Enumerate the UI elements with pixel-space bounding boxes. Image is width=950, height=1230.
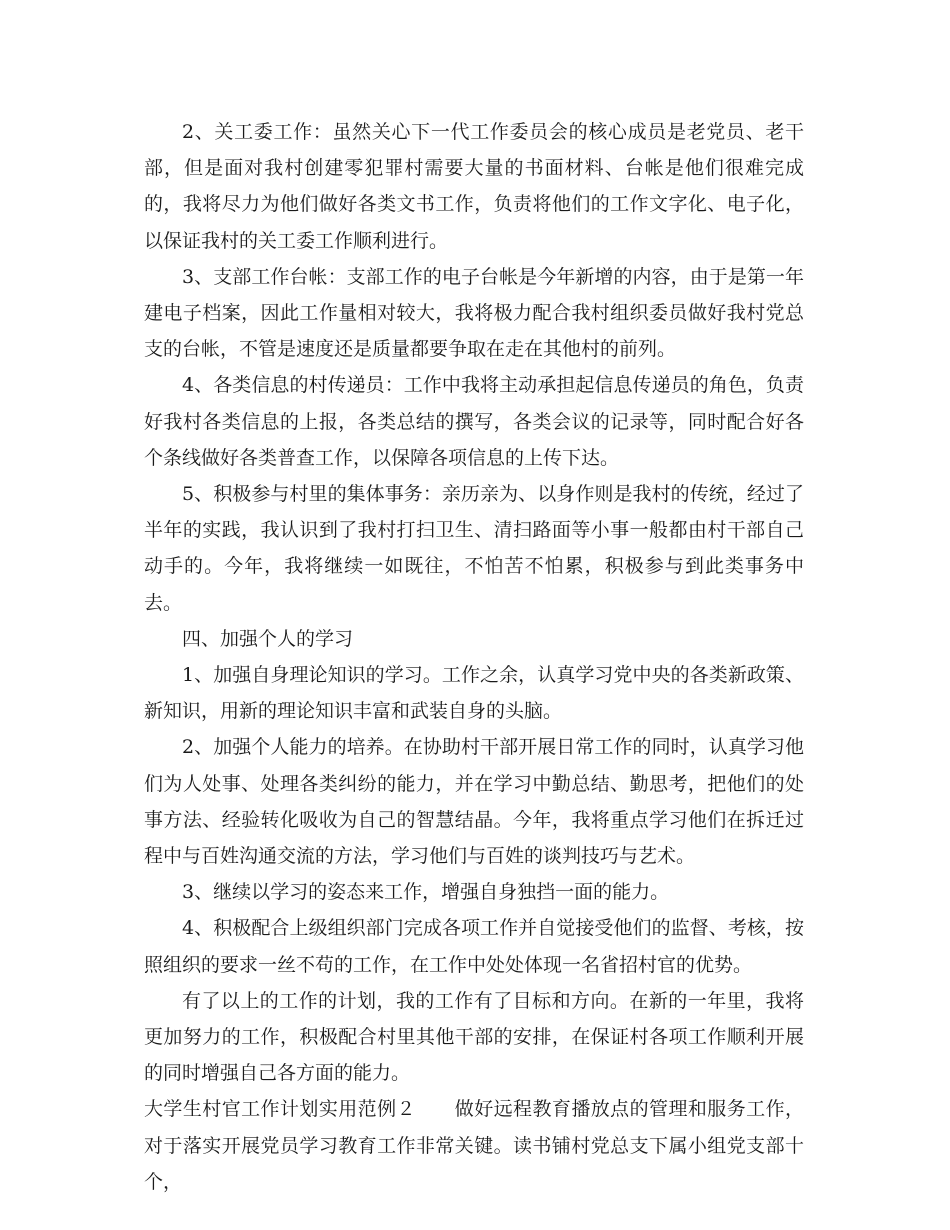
paragraph-conclusion: 有了以上的工作的计划，我的工作有了目标和方向。在新的一年里，我将更加努力的工作，积极配合村里其他干部的安排，在保证村各项工作顺利开展的同时增强自己各方面的能力。 — [144, 989, 804, 1085]
paragraph-example-2: 大学生村官工作计划实用范例２ 做好远程教育播放点的管理和服务工作，对于落实开展党员学习教育工作非常关键。读书铺村党总支下属小组党支部十个， — [144, 1098, 804, 1193]
paragraph-branch-ledger: 3、支部工作台帐：支部工作的电子台帐是今年新增的内容，由于是第一年建电子档案，因此工作量相对较大，我将极力配合我村组织委员做好我村党总支的台帐，不管是速度还是质量都要争取在走在其他村的前列。 — [144, 265, 804, 361]
document-body — [144, 114, 804, 1200]
paragraph-youth-committee: 2、关工委工作：虽然关心下一代工作委员会的核心成员是老党员、老干部，但是面对我村创建零犯罪村需要大量的书面材料、台帐是他们很难完成的，我将尽力为他们做好各类文书工作，负责将他们的工作文字化、电子化，以保证我村的关工委工作顺利进行。 — [144, 121, 804, 252]
paragraph-theory-study: 1、加强自身理论知识的学习。工作之余，认真学习党中央的各类新政策、新知识，用新的理论知识丰富和武装自身的头脑。 — [144, 664, 804, 723]
paragraph-collective-affairs: 5、积极参与村里的集体事务：亲历亲为、以身作则是我村的传统，经过了半年的实践，我认识到了我村打扫卫生、清扫路面等小事一般都由村干部自己动手的。今年，我将继续一如既往，不怕苦不怕累，积极参与到此类事务中去。 — [144, 483, 804, 614]
paragraph-ability-training: 2、加强个人能力的培养。在协助村干部开展日常工作的同时，认真学习他们为人处事、处理各类纠纷的能力，并在学习中勤总结、勤思考，把他们的处事方法、经验转化吸收为自己的智慧结晶。今年，我将重点学习他们在拆迁过程中与百姓沟通交流的方法，学习他们与百姓的谈判技巧与艺术。 — [144, 736, 804, 868]
paragraph-info-messenger: 4、各类信息的村传递员：工作中我将主动承担起信息传递员的角色，负责好我村各类信息的上报，各类总结的撰写，各类会议的记录等，同时配合好各个条线做好各类普查工作，以保障各项信息的上传下达。 — [144, 374, 804, 469]
paragraph-learning-attitude: 3、继续以学习的姿态来工作，增强自身独挡一面的能力。 — [182, 881, 670, 904]
section-heading-personal-study: 四、加强个人的学习 — [182, 627, 354, 650]
paragraph-supervision: 4、积极配合上级组织部门完成各项工作并自觉接受他们的监督、考核，按照组织的要求一丝不苟的工作，在工作中处处体现一名省招村官的优势。 — [144, 917, 804, 976]
